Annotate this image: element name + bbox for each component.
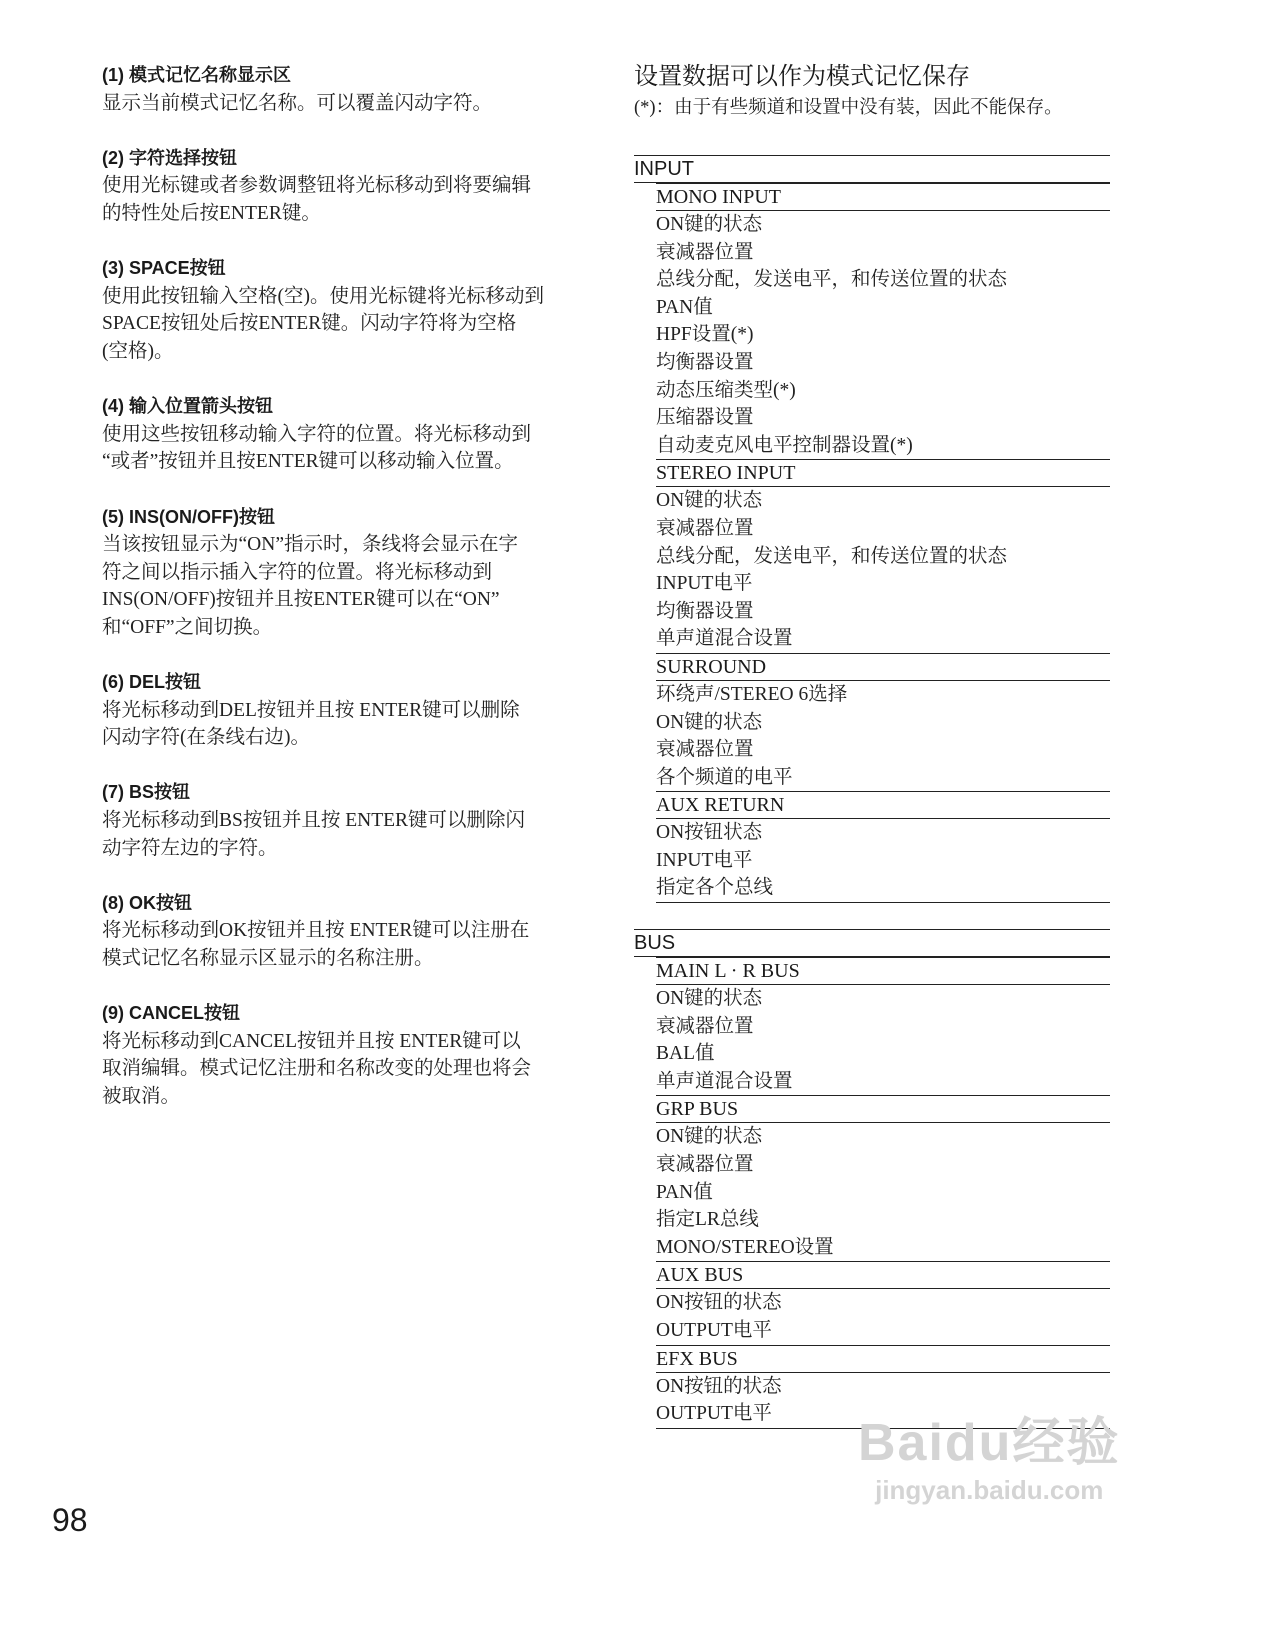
group-header: EFX BUS — [656, 1345, 1110, 1373]
block-heading: (9) CANCEL按钮 — [102, 1003, 240, 1024]
body-line: 显示当前模式记忆名称。可以覆盖闪动字符。 — [102, 92, 493, 114]
settings-section — [634, 929, 1110, 1429]
block-heading: (1) 模式记忆名称显示区 — [102, 65, 291, 85]
body-line: 被取消。 — [102, 1085, 181, 1107]
list-item: 指定LR总线 — [656, 1209, 759, 1231]
list-item: INPUT电平 — [656, 849, 753, 871]
list-item: 各个频道的电平 — [656, 766, 793, 788]
list-item: 均衡器设置 — [656, 351, 754, 373]
body-line: 将光标移动到CANCEL按钮并且按 ENTER键可以 — [102, 1030, 521, 1052]
list-item: 压缩器设置 — [656, 407, 754, 429]
section-header: BUS — [634, 930, 1110, 957]
body-line: 符之间以指示插入字符的位置。将光标移动到 — [102, 561, 493, 583]
settings-group — [656, 1261, 1110, 1344]
list-item: 衰减器位置 — [656, 1015, 754, 1037]
list-item: ON键的状态 — [656, 490, 763, 512]
list-item: INPUT电平 — [656, 573, 753, 595]
list-item: 衰减器位置 — [656, 241, 754, 263]
description-block — [102, 779, 582, 862]
block-heading: (2) 字符选择按钮 — [102, 147, 237, 168]
group-header: AUX RETURN — [656, 791, 1110, 819]
list-item: ON按钮状态 — [656, 822, 763, 844]
body-line: 使用此按钮输入空格(空)。使用光标键将光标移动到 — [102, 285, 544, 307]
list-item: ON键的状态 — [656, 214, 763, 235]
description-block — [102, 504, 582, 642]
settings-group — [656, 459, 1110, 653]
list-item: HPF设置(*) — [656, 324, 754, 346]
block-heading: (6) DEL按钮 — [102, 672, 201, 693]
section-title: 设置数据可以作为模式记忆保存 — [634, 63, 970, 90]
list-item: 单声道混合设置 — [656, 1070, 793, 1092]
block-heading: (3) SPACE按钮 — [102, 258, 226, 279]
block-body — [102, 172, 582, 227]
list-item: 衰减器位置 — [656, 739, 754, 761]
settings-group — [656, 1095, 1110, 1261]
description-block — [102, 62, 582, 117]
list-item: PAN值 — [656, 1181, 713, 1203]
block-heading: (5) INS(ON/OFF)按钮 — [102, 506, 275, 527]
block-body — [102, 917, 582, 972]
body-line: 将光标移动到OK按钮并且按 ENTER键可以注册在 — [102, 920, 530, 942]
block-heading: (8) OK按钮 — [102, 892, 192, 913]
block-heading: (7) BS按钮 — [102, 782, 191, 803]
watermark-url: jingyan.baidu.com — [875, 1475, 1104, 1505]
list-item: 总线分配，发送电平，和传送位置的状态 — [656, 269, 1008, 291]
list-item: 环绕声/STEREO 6选择 — [656, 683, 848, 705]
group-header: STEREO INPUT — [656, 459, 1110, 487]
body-line: 模式记忆名称显示区显示的名称注册。 — [102, 948, 434, 969]
body-line: 将光标移动到DEL按钮并且按 ENTER键可以删除 — [102, 699, 520, 721]
right-column — [634, 60, 1110, 1455]
settings-group — [656, 957, 1110, 1095]
list-item: ON键的状态 — [656, 1126, 763, 1148]
body-line: 将光标移动到BS按钮并且按 ENTER键可以删除闪 — [102, 810, 526, 832]
block-body — [102, 283, 582, 366]
block-body — [102, 421, 582, 476]
list-item: BAL值 — [656, 1043, 715, 1065]
list-item: MONO/STEREO设置 — [656, 1236, 834, 1258]
group-header: MAIN L · R BUS — [656, 957, 1110, 985]
body-line: 取消编辑。模式记忆注册和名称改变的处理也将会 — [102, 1058, 532, 1080]
description-block — [102, 890, 582, 973]
description-block — [102, 393, 582, 476]
group-header: GRP BUS — [656, 1095, 1110, 1123]
block-body — [102, 531, 582, 641]
group-header: SURROUND — [656, 653, 1110, 681]
list-item: 总线分配，发送电平，和传送位置的状态 — [656, 545, 1008, 567]
list-item: 动态压缩类型(*) — [656, 379, 796, 401]
body-line: (空格)。 — [102, 340, 174, 362]
settings-section — [634, 155, 1110, 903]
body-line: 使用这些按钮移动输入字符的位置。将光标移动到 — [102, 423, 532, 445]
list-item: ON键的状态 — [656, 988, 763, 1010]
body-line: 当该按钮显示为“ON”指示时，条线将会显示在字 — [102, 534, 518, 556]
block-body — [102, 807, 582, 862]
list-item: 单声道混合设置 — [656, 628, 793, 650]
block-body — [102, 1028, 582, 1111]
list-item: OUTPUT电平 — [656, 1320, 772, 1341]
footnote: (*)：由于有些频道和设置中没有装，因此不能保存。 — [634, 98, 1063, 118]
settings-group — [656, 183, 1110, 459]
list-item: ON键的状态 — [656, 711, 763, 733]
settings-group — [656, 653, 1110, 791]
body-line: 闪动字符(在条线右边)。 — [102, 727, 310, 749]
group-header: MONO INPUT — [656, 183, 1110, 211]
body-line: “或者”按钮并且按ENTER键可以移动输入位置。 — [102, 451, 514, 473]
group-header: AUX BUS — [656, 1261, 1110, 1289]
block-heading: (4) 输入位置箭头按钮 — [102, 396, 273, 417]
list-item: 衰减器位置 — [656, 517, 754, 539]
list-item: ON按钮的状态 — [656, 1292, 782, 1314]
list-item: 指定各个总线 — [656, 877, 774, 899]
body-line: 的特性处后按ENTER键。 — [102, 202, 321, 224]
body-line: INS(ON/OFF)按钮并且按ENTER键可以在“ON” — [102, 589, 500, 611]
section-header: INPUT — [634, 156, 1110, 183]
list-item: PAN值 — [656, 296, 713, 318]
page-number: 98 — [52, 1502, 88, 1538]
body-line: 和“OFF”之间切换。 — [102, 616, 273, 638]
body-line: 动字符左边的字符。 — [102, 837, 278, 859]
list-item: 自动麦克风电平控制器设置(*) — [656, 434, 913, 456]
watermark-logo: Baidu经验 — [858, 1414, 1121, 1472]
list-item: OUTPUT电平 — [656, 1403, 772, 1425]
list-item: 均衡器设置 — [656, 600, 754, 622]
left-column — [102, 62, 582, 1138]
block-body — [102, 90, 582, 118]
list-item: 衰减器位置 — [656, 1154, 754, 1176]
list-item: ON按钮的状态 — [656, 1375, 782, 1397]
body-line: 使用光标键或者参数调整钮将光标移动到将要编辑 — [102, 175, 532, 197]
block-body — [102, 697, 582, 752]
description-block — [102, 255, 582, 365]
description-block — [102, 1000, 582, 1110]
baidu-watermark — [858, 1400, 1120, 1506]
description-block — [102, 145, 582, 228]
settings-group — [656, 791, 1110, 903]
body-line: SPACE按钮处后按ENTER键。闪动字符将为空格 — [102, 313, 517, 335]
description-block — [102, 669, 582, 752]
